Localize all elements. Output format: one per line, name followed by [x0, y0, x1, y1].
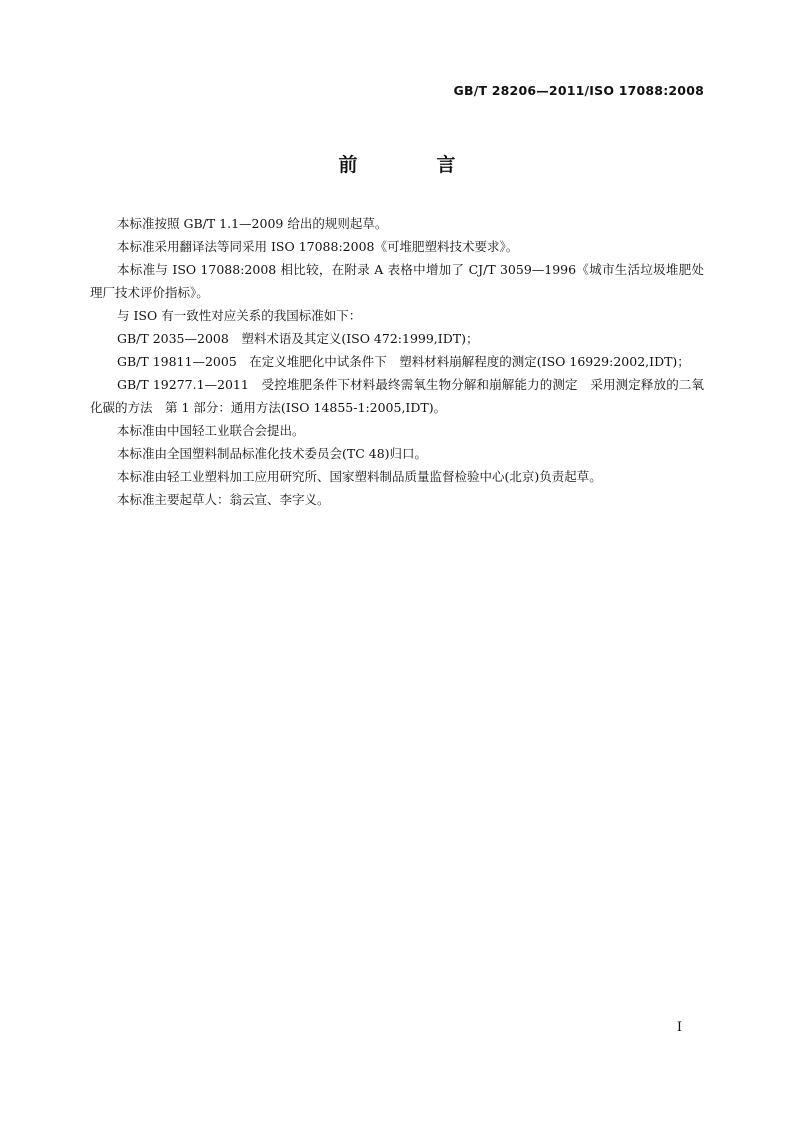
page-title: 前 言: [338, 154, 486, 176]
paragraph-standard-gbt19811: GB/T 19811—2005 在定义堆肥化中试条件下 塑料材料崩解程度的测定(ISO 16929:2002,IDT)；: [117, 354, 690, 369]
foreword-body: [90, 212, 704, 511]
page-number: I: [676, 1020, 682, 1035]
paragraph-corresponding-standards-intro: 与 ISO 有一致性对应关系的我国标准如下：: [117, 308, 362, 323]
standard-code: GB/T 28206—2011/ISO 17088:2008: [453, 83, 704, 98]
paragraph-standard-gbt19277: GB/T 19277.1—2011 受控堆肥条件下材料最终需氧生物分解和崩解能力的测定 采用测定释放的二氧化碳的方法 第 1 部分：通用方法(ISO 14855-1:2005,IDT)。: [90, 377, 704, 415]
paragraph-drafting-rules: 本标准按照 GB/T 1.1—2009 给出的规则起草。: [117, 216, 388, 231]
paragraph-adoption: 本标准采用翻译法等同采用 ISO 17088:2008《可堆肥塑料技术要求》。: [117, 239, 519, 254]
paragraph-proposed-by: 本标准由中国轻工业联合会提出。: [117, 423, 305, 438]
paragraph-drafting-units: 本标准由轻工业塑料加工应用研究所、国家塑料制品质量监督检验中心(北京)负责起草。: [117, 469, 602, 484]
paragraph-standard-gbt2035: GB/T 2035—2008 塑料术语及其定义(ISO 472:1999,IDT)；: [117, 331, 479, 346]
paragraph-comparison: 本标准与 ISO 17088:2008 相比较，在附录 A 表格中增加了 CJ/T 3059—1996《城市生活垃圾堆肥处理厂技术评价指标》。: [90, 262, 704, 300]
paragraph-drafters: 本标准主要起草人：翁云宣、李字义。: [117, 492, 330, 507]
paragraph-centralized-by: 本标准由全国塑料制品标准化技术委员会(TC 48)归口。: [117, 446, 428, 461]
